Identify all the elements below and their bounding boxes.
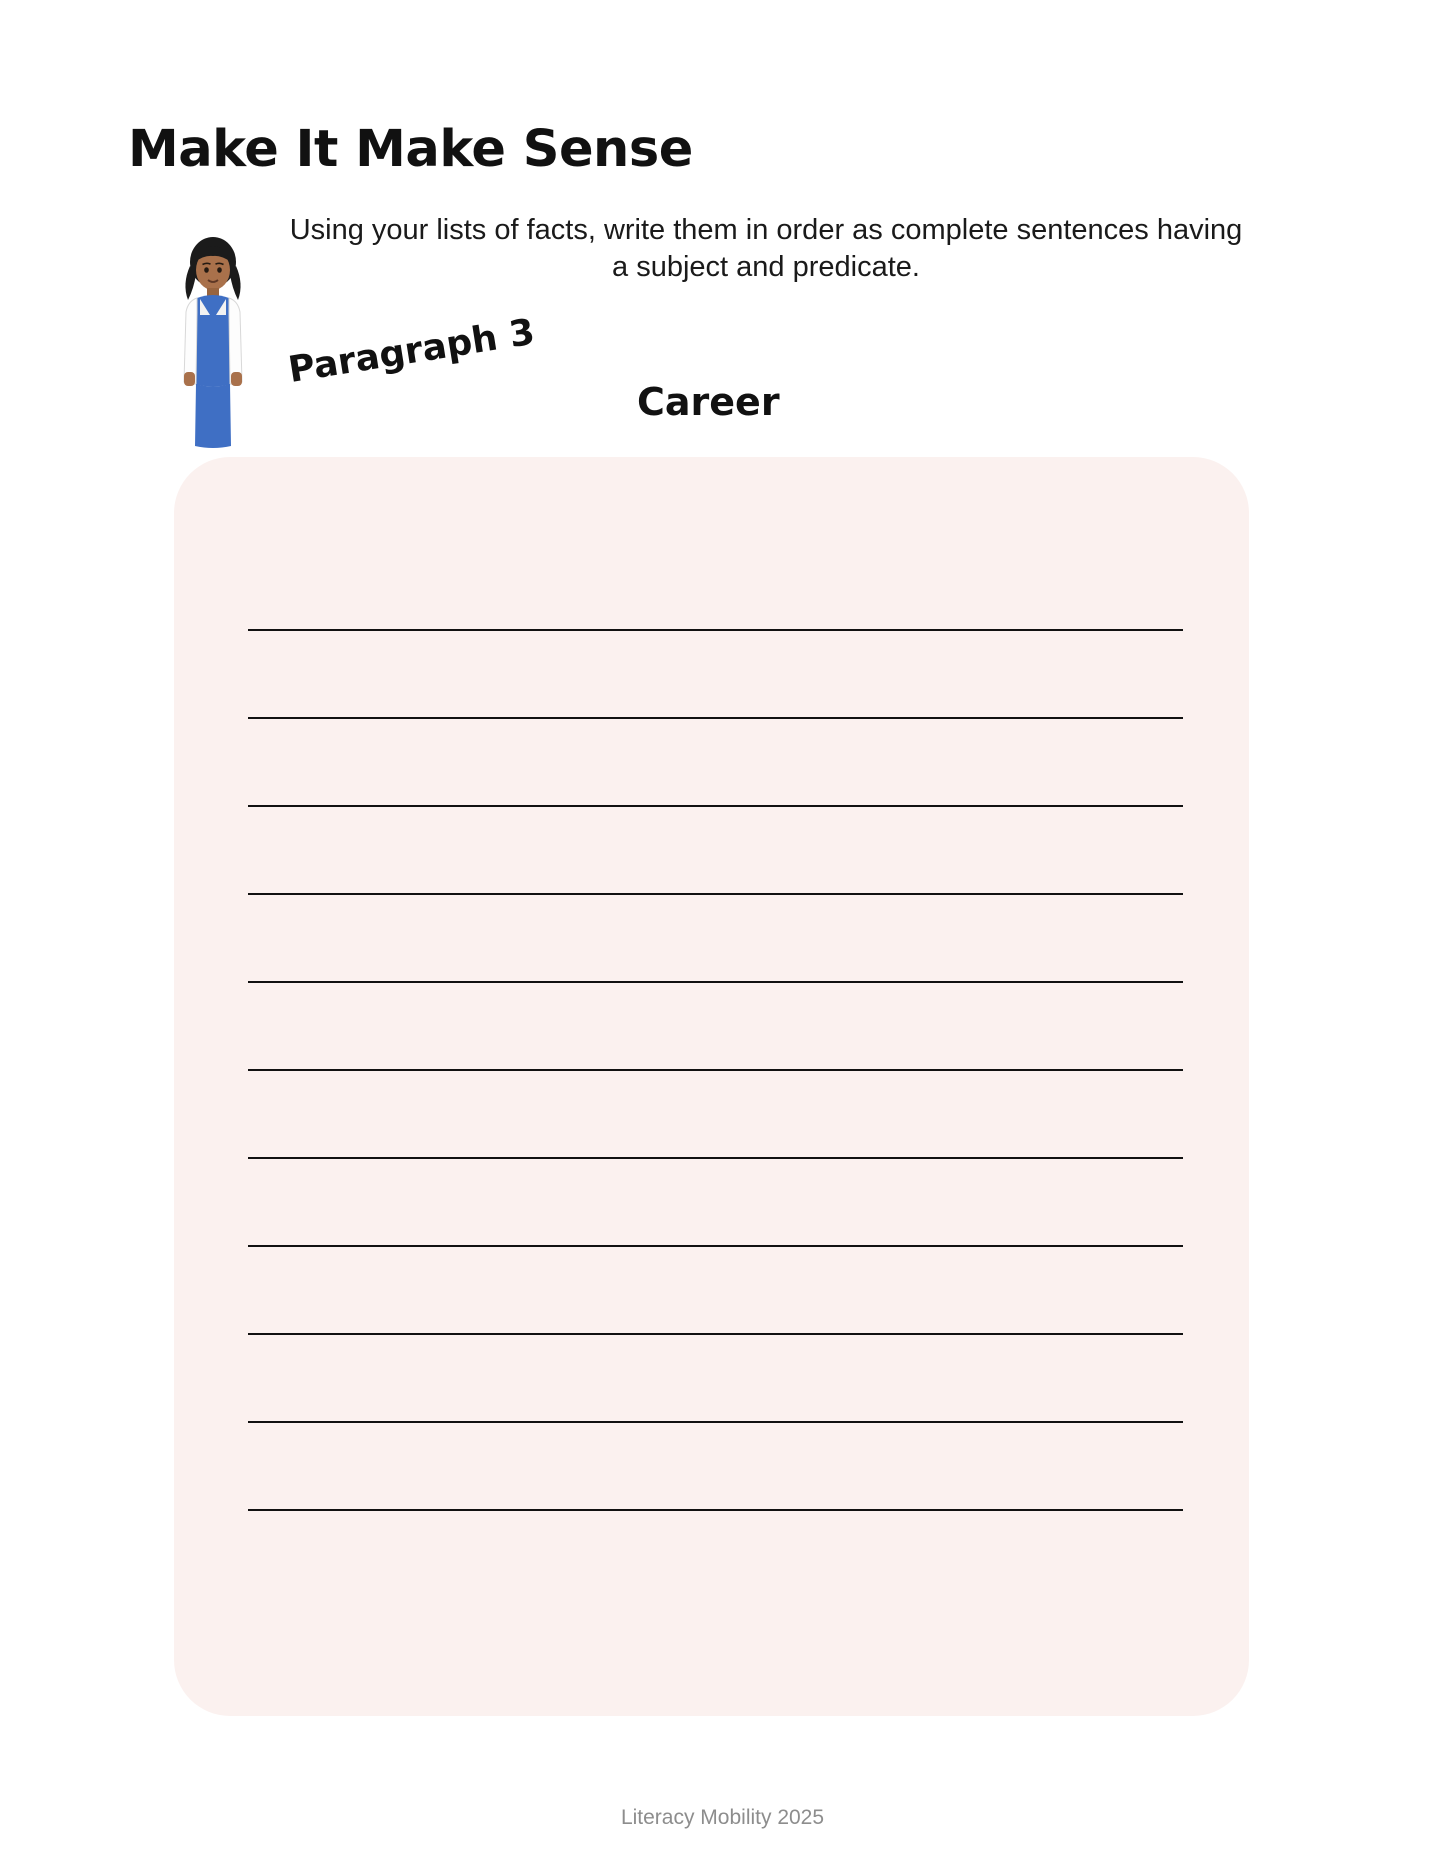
writing-line[interactable] — [248, 983, 1183, 1071]
female-doctor-character-icon — [165, 232, 261, 450]
writing-line[interactable] — [248, 1159, 1183, 1247]
writing-area-card — [174, 457, 1249, 1716]
instructions-text: Using your lists of facts, write them in order as complete sentences having a subject and predicate. — [289, 214, 1243, 284]
writing-line[interactable] — [248, 543, 1183, 631]
writing-line[interactable] — [248, 631, 1183, 719]
paragraph-label: Paragraph 3 — [285, 311, 538, 391]
writing-line[interactable] — [248, 1071, 1183, 1159]
writing-line[interactable] — [248, 719, 1183, 807]
writing-line[interactable] — [248, 807, 1183, 895]
page-title: Make It Make Sense — [128, 120, 693, 180]
writing-lines — [248, 543, 1183, 1511]
footer-credit: Literacy Mobility 2025 — [620, 1806, 825, 1829]
writing-line[interactable] — [248, 895, 1183, 983]
topic-label: Career — [637, 380, 780, 424]
writing-line[interactable] — [248, 1423, 1183, 1511]
writing-line[interactable] — [248, 1247, 1183, 1335]
writing-line[interactable] — [248, 1335, 1183, 1423]
